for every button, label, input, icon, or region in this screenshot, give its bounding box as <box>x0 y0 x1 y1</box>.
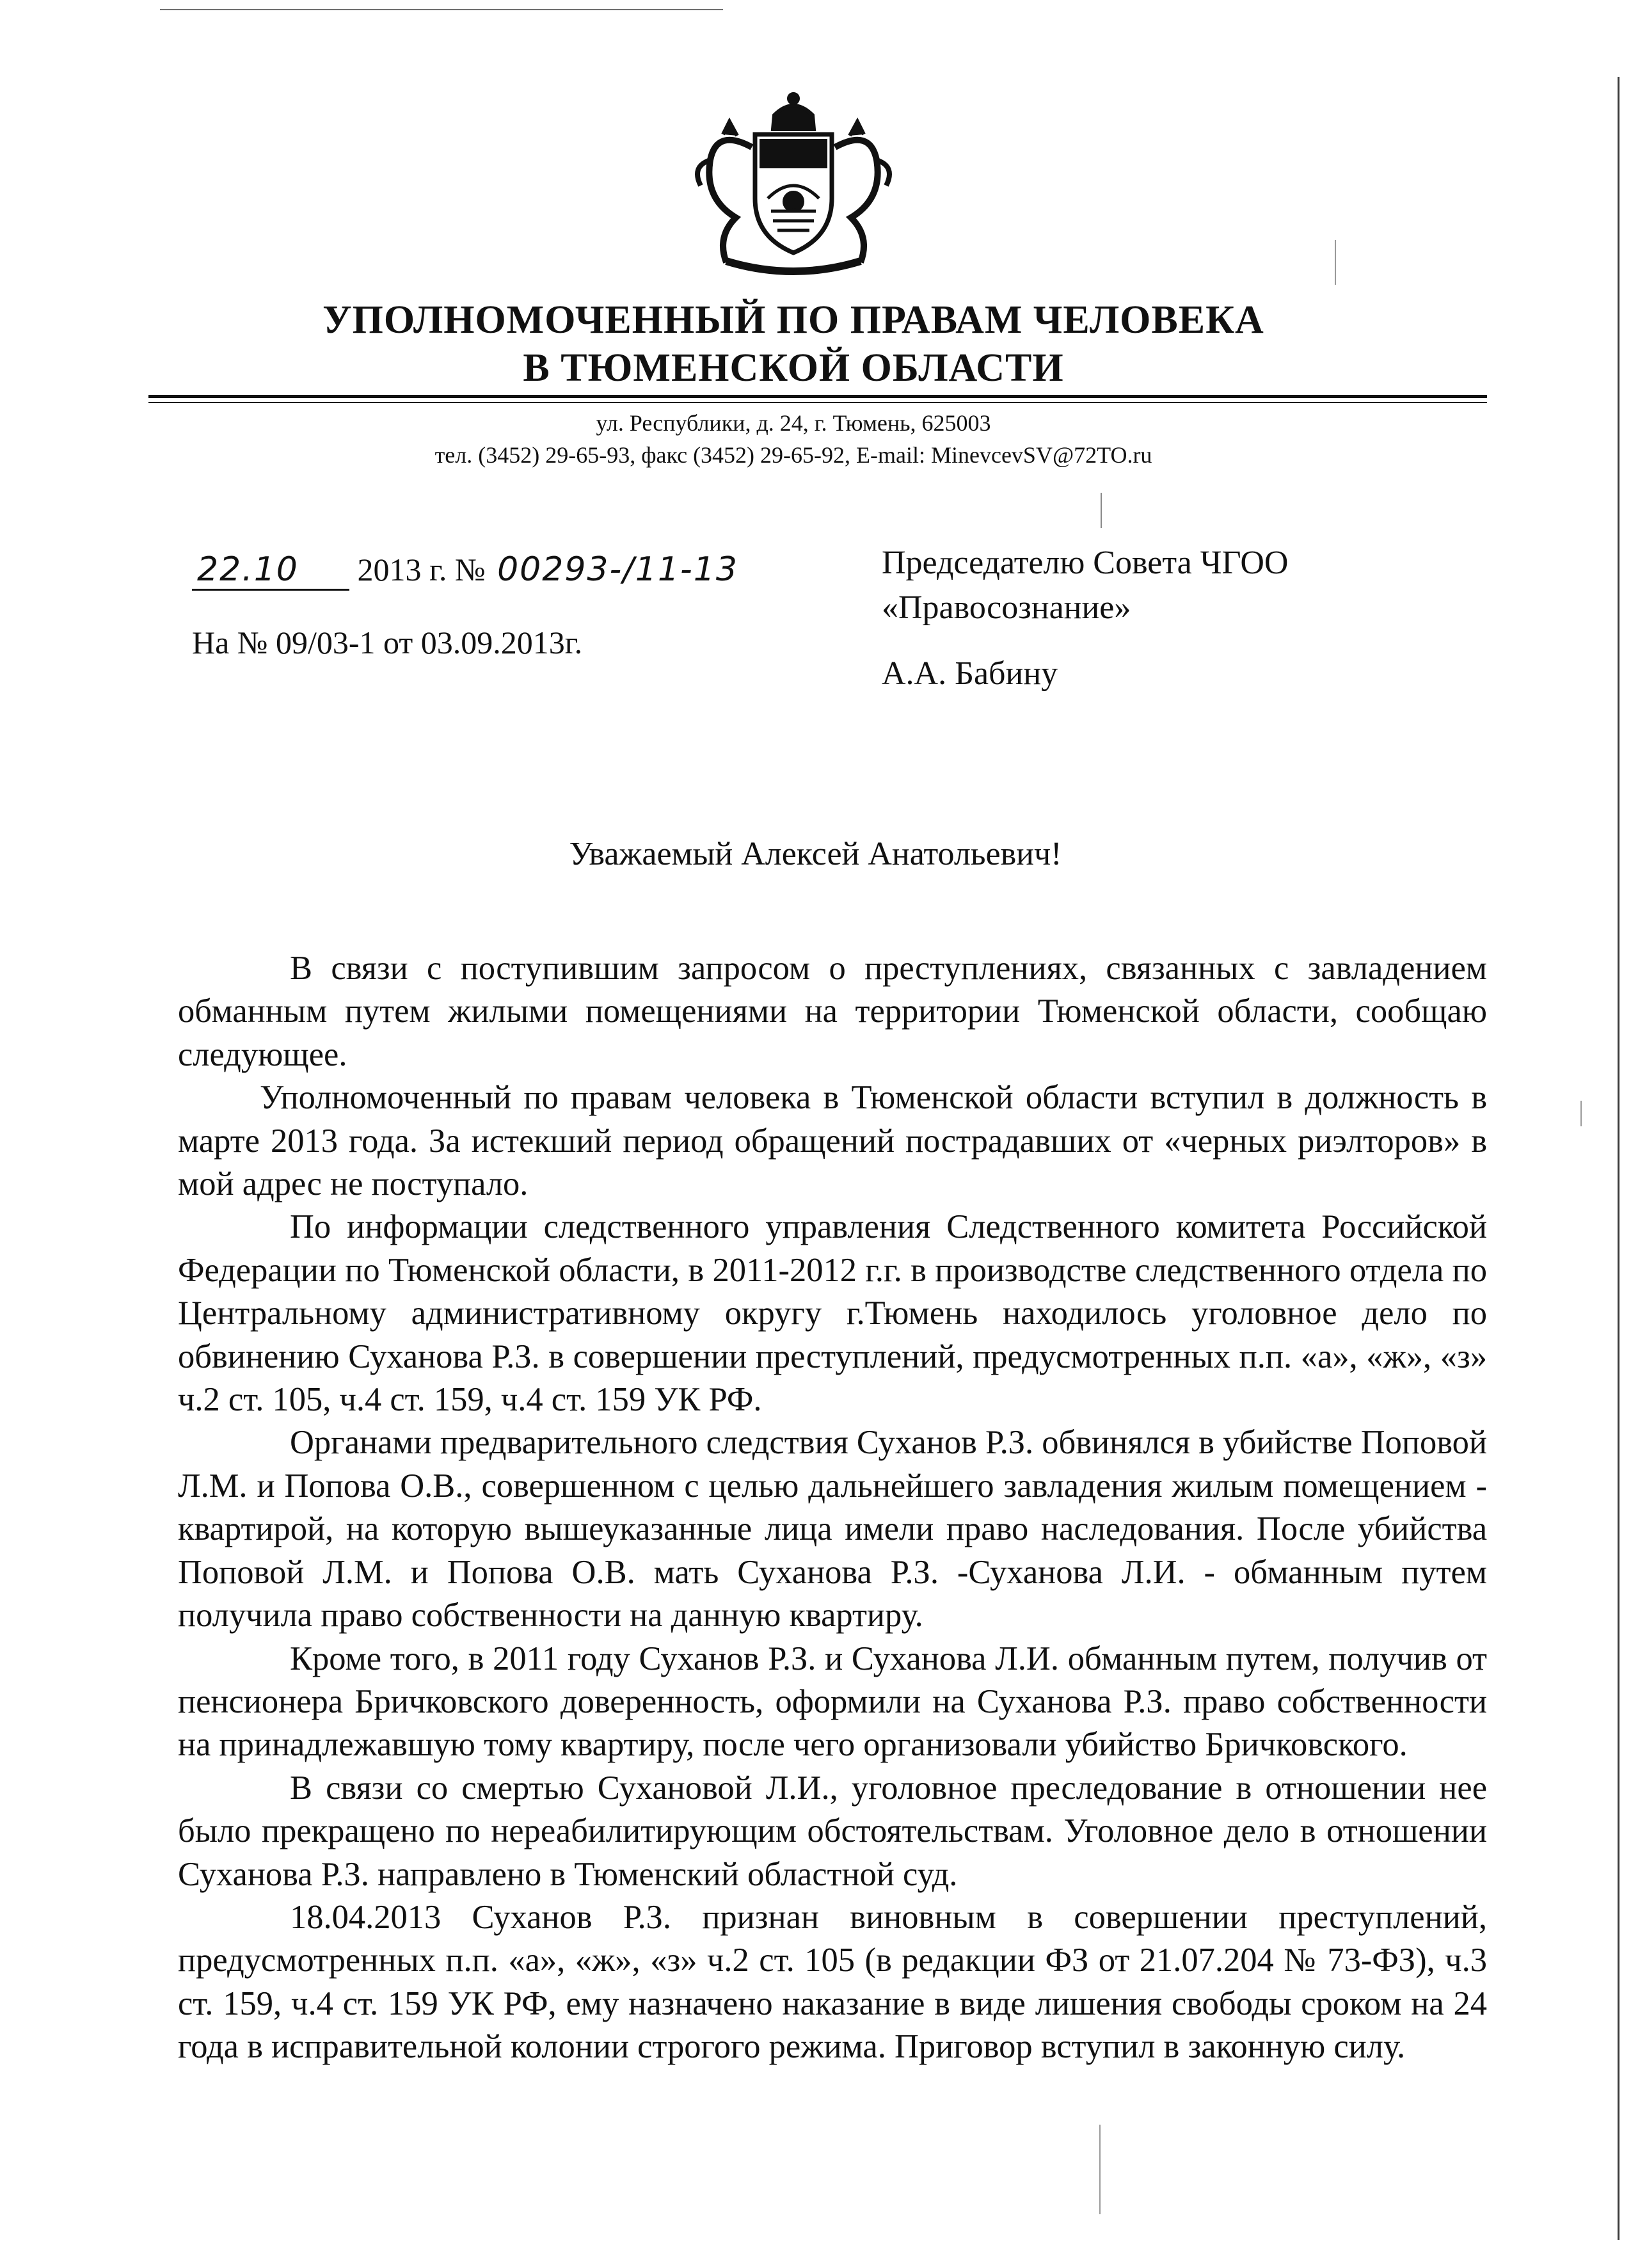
letter-body <box>178 947 1487 2069</box>
header-rule-thin <box>148 402 1487 403</box>
scan-fold-mark <box>1099 2125 1101 2214</box>
body-paragraph: В связи с поступившим запросом о преступлениях, связанных с завладением обманным путем жилыми помещениями на территории Тюменской области, сообщаю следующее. <box>178 950 1487 1073</box>
scan-fold-mark <box>1335 240 1336 285</box>
header-rule-thick <box>148 395 1487 398</box>
org-address: ул. Республики, д. 24, г. Тюмень, 625003 <box>596 410 991 436</box>
salutation: Уважаемый Алексей Анатольевич! <box>569 836 1062 872</box>
reply-to-reference: На № 09/03-1 от 03.09.2013г. <box>192 625 583 660</box>
reference-year: 2013 г. <box>357 552 447 587</box>
addressee-organization: «Правосознание» <box>882 589 1131 626</box>
handwritten-date: 22.10 <box>192 550 349 591</box>
body-paragraph: 18.04.2013 Суханов Р.З. признан виновным в совершении преступлений, предусмотренных п.п. «а», «ж», «з» ч.2 ст. 105 (в редакции ФЗ от 21.07.204 № 73-ФЗ), ч.3 ст. 159, ч.4 ст. 159 УК РФ, ему назначено наказание в виде лишения свободы сроком на 24 года в исправительной колонии строгого режима. Приговор вступил в законную силу. <box>178 1898 1487 2066</box>
org-title-line2: В ТЮМЕНСКОЙ ОБЛАСТИ <box>523 346 1064 390</box>
scan-right-edge <box>1618 77 1619 2240</box>
reference-number-sign: № <box>454 552 486 587</box>
body-paragraph: В связи со смертью Сухановой Л.И., уголовное преследование в отношении нее было прекращено по нереабилитирующим обстоятельствам. Уголовное дело в отношении Суханова Р.З. направлено в Тюменский областной суд. <box>178 1769 1487 1893</box>
org-contacts: тел. (3452) 29-65-93, факс (3452) 29-65-92, E-mail: MinevcevSV@72TO.ru <box>434 442 1152 468</box>
body-paragraph: Уполномоченный по правам человека в Тюменской области вступил в должность в марте 2013 года. За истекший период обращений пострадавших от «черных риэлторов» в мой адрес не поступало. <box>178 1079 1487 1203</box>
body-paragraph: Кроме того, в 2011 году Суханов Р.З. и Суханова Л.И. обманным путем, получив от пенсионера Бричковского доверенность, оформили на Суханова Р.З. право собственности на принадлежавшую тому квартиру, после чего организовали убийство Бричковского. <box>178 1640 1487 1764</box>
body-paragraph: Органами предварительного следствия Суханов Р.З. обвинялся в убийстве Поповой Л.М. и Попова О.В., совершенном с целью дальнейшего завладения жилым помещением - квартирой, на которую вышеуказанные лица имели право наследования. После убийства Поповой Л.М. и Попова О.В. мать Суханова Р.З. -Суханова Л.И. - обманным путем получила право собственности на данную квартиру. <box>178 1424 1487 1634</box>
addressee-position: Председателю Совета ЧГОО <box>882 545 1289 581</box>
addressee-name: А.А. Бабину <box>882 655 1058 692</box>
scan-top-edge <box>160 9 723 10</box>
scan-fold-mark <box>1101 493 1102 528</box>
scan-fold-mark <box>1580 1101 1582 1126</box>
handwritten-number: 00293-/11-13 <box>497 550 738 589</box>
addressee-block <box>882 541 1288 696</box>
body-paragraph: По информации следственного управления Следственного комитета Российской Федерации по Тюменской области, в 2011-2012 г.г. в производстве следственного отдела по Центральному административному округу г.Тюмень находилось уголовное дело по обвинению Суханова Р.З. в совершении преступлений, предусмотренных п.п. «а», «ж», «з» ч.2 ст. 105, ч.4 ст. 159, ч.4 ст. 159 УК РФ. <box>178 1208 1487 1419</box>
org-title-line1: УПОЛНОМОЧЕННЫЙ ПО ПРАВАМ ЧЕЛОВЕКА <box>322 298 1264 342</box>
tyumen-region-coat-of-arms-icon <box>665 90 921 282</box>
outgoing-reference <box>192 550 738 591</box>
